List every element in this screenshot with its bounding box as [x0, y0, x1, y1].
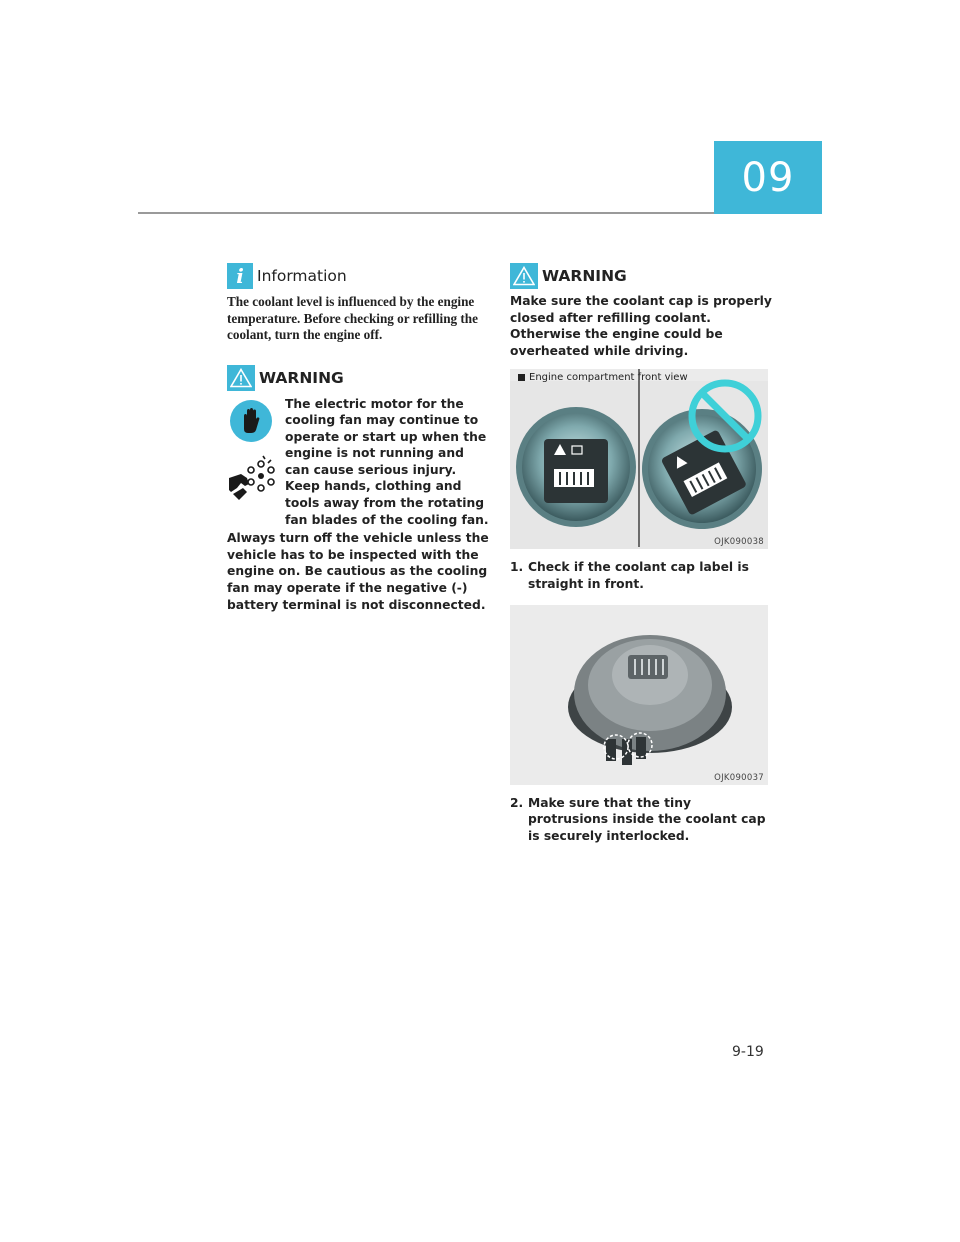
top-rule	[138, 212, 714, 214]
fan-warning-title: WARNING	[259, 368, 344, 387]
fan-warning-heading	[227, 364, 489, 392]
figure-cap-protrusions	[510, 605, 768, 785]
step-2-number: 2.	[510, 795, 524, 810]
hand-stop-icon	[229, 399, 273, 443]
chapter-number: 09	[741, 154, 795, 201]
fan-warning-box	[227, 364, 489, 614]
page-number: 9-19	[732, 1044, 764, 1060]
figure-caption-text: Engine compartment front view	[529, 372, 688, 384]
chapter-tab	[714, 141, 822, 214]
step-1-text: Check if the coolant cap label is straight in front.	[528, 560, 749, 591]
figure-code: OJK090038	[714, 537, 764, 548]
fan-warning-text-2: Always turn off the vehicle unless the vehicle has to be inspected with the engine on. Be cautious as the cooling fan may operate if the negative (-) battery terminal is not disconnected.	[227, 531, 489, 612]
information-title: Information	[257, 267, 347, 285]
step-2	[510, 795, 772, 845]
left-column	[227, 262, 489, 613]
figure-caption	[518, 372, 688, 383]
warning-triangle-icon	[227, 365, 255, 391]
cap-warning-text: Make sure the coolant cap is properly closed after refilling coolant. Otherwise the engine could be overheated while driving.	[510, 294, 772, 358]
step-1	[510, 559, 772, 592]
fan-hazard-icon	[227, 454, 275, 502]
figure-cap-alignment	[510, 369, 768, 549]
info-icon: i	[227, 263, 253, 289]
right-column	[510, 262, 772, 844]
warning-triangle-icon	[510, 263, 538, 289]
fan-warning-text: The electric motor for the cooling fan may continue to operate or start up when the engine is not running and can cause serious injury. Keep hands, clothing and tools away from the rotating fan blades of the cooling fan.	[285, 396, 489, 527]
figure-2-code: OJK090037	[714, 772, 764, 783]
coolant-cap-comparison-illustration	[510, 369, 768, 549]
information-heading	[227, 262, 489, 290]
information-box	[227, 262, 489, 344]
cap-warning-title: WARNING	[542, 267, 627, 285]
cap-correct	[516, 407, 636, 527]
step-2-text: Make sure that the tiny protrusions inside the coolant cap is securely interlocked.	[528, 795, 766, 843]
information-text: The coolant level is influenced by the engine temperature. Before checking or refilling the coolant, turn the engine off.	[227, 294, 478, 342]
cap-warning-heading	[510, 262, 772, 290]
coolant-cap-illustration	[510, 605, 768, 785]
step-1-number: 1.	[510, 560, 524, 575]
